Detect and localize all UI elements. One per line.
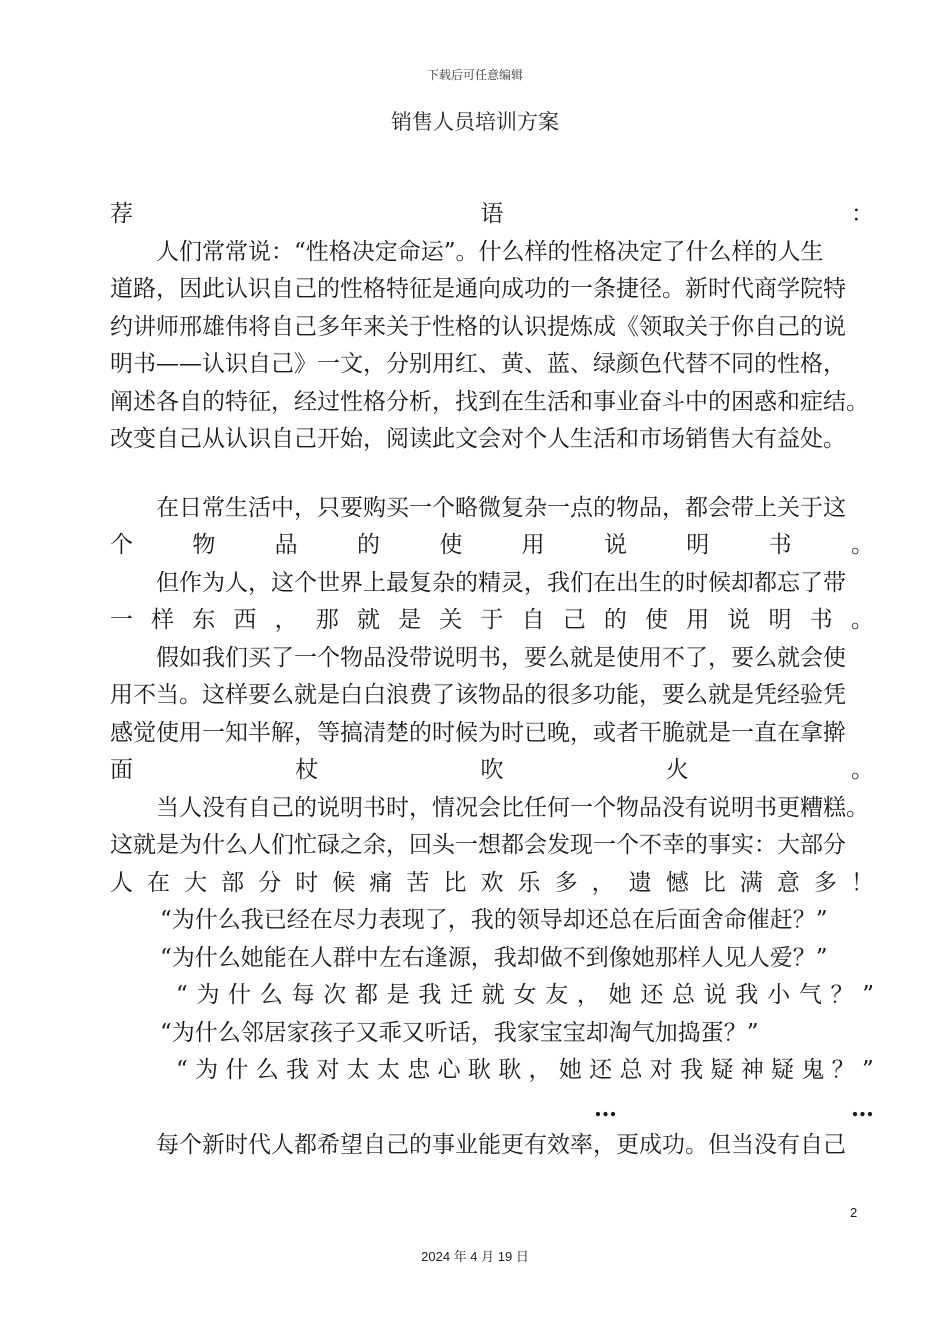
justified-char: 她 bbox=[608, 982, 632, 1008]
justified-char: 。 bbox=[850, 607, 874, 633]
justified-char: 比 bbox=[702, 869, 726, 896]
justified-char: 什 bbox=[225, 1057, 249, 1083]
justified-char: 都 bbox=[354, 982, 378, 1008]
justified-char: 分 bbox=[258, 869, 282, 896]
justified-char: 意 bbox=[776, 869, 800, 896]
paragraph-line: 道路，因此认识自己的性格特征是通向成功的一条捷径。新时代商学院特 bbox=[110, 276, 846, 302]
justified-char: 于 bbox=[480, 607, 504, 633]
paragraph-line: 每个新时代人都希望自己的事业能更有效率，更成功。但当没有自己 bbox=[156, 1132, 846, 1158]
justified-char: 自 bbox=[521, 607, 545, 633]
justified-char: 我 bbox=[735, 982, 759, 1008]
justified-char: 语 bbox=[480, 201, 504, 227]
justified-char: 候 bbox=[332, 869, 356, 896]
justified-char: 还 bbox=[640, 982, 664, 1008]
justified-char: 太 bbox=[376, 1057, 400, 1083]
justified-char: 我 bbox=[286, 1057, 310, 1083]
justified-char: 在 bbox=[147, 869, 171, 896]
justified-char: 样 bbox=[151, 607, 175, 633]
justified-char: 多 bbox=[813, 869, 837, 896]
justified-char: 憾 bbox=[665, 869, 689, 896]
justified-char: ： bbox=[851, 201, 874, 227]
paragraph-justified-line bbox=[110, 752, 874, 790]
ellipsis-line bbox=[110, 1090, 874, 1128]
justified-char: … bbox=[594, 1094, 617, 1122]
justified-char: “ bbox=[176, 1057, 188, 1083]
paragraph-line: 这就是为什么人们忙碌之余，回头一想都会发现一个不幸的事实：大部分 bbox=[110, 832, 846, 858]
justified-char: ” bbox=[861, 1057, 874, 1083]
quote-line: “为什么我已经在尽力表现了，我的领导却还总在后面舍命催赶？” bbox=[160, 907, 828, 933]
paragraph-justified-line bbox=[110, 602, 874, 640]
justified-char: 人 bbox=[110, 869, 133, 896]
justified-char: 使 bbox=[439, 532, 463, 558]
quote-justified-line bbox=[110, 1052, 874, 1090]
paragraph-line: 改变自己从认识自己开始，阅读此文会对个人生活和市场销售大有益处。 bbox=[110, 426, 846, 452]
paragraph-justified-line bbox=[110, 865, 874, 903]
justified-char: 说 bbox=[703, 982, 727, 1008]
paragraph-line: 但作为人，这个世界上最复杂的精灵，我们在出生的时候却都忘了带 bbox=[156, 569, 846, 596]
justified-char: 西 bbox=[233, 607, 257, 633]
paragraph-line: 在日常生活中，只要购买一个略微复杂一点的物品，都会带上关于这 bbox=[156, 494, 846, 521]
justified-char: 我 bbox=[418, 982, 442, 1008]
justified-char: 忠 bbox=[407, 1057, 431, 1083]
justified-char: 耿 bbox=[498, 1057, 522, 1083]
justified-char: 么 bbox=[255, 1057, 279, 1083]
justified-char: 乐 bbox=[517, 869, 541, 896]
justified-char: ” bbox=[862, 982, 874, 1008]
justified-char: 关 bbox=[439, 607, 463, 633]
paragraph-line: 约讲师邢雄伟将自己多年来关于性格的认识提炼成《领取关于你自己的说 bbox=[110, 313, 846, 340]
justified-char: ， bbox=[528, 1057, 552, 1083]
justified-char: 书 bbox=[768, 532, 792, 558]
justified-char: 明 bbox=[686, 532, 710, 558]
justified-char: 。 bbox=[851, 757, 874, 783]
quote-justified-line bbox=[110, 977, 874, 1015]
justified-char: 多 bbox=[554, 869, 578, 896]
justified-char: 用 bbox=[521, 532, 545, 558]
recommend-heading bbox=[110, 196, 874, 234]
justified-char: 为 bbox=[196, 982, 220, 1008]
paragraph-line: 阐述各自的特征，经过性格分析，找到在生活和事业奋斗中的困惑和症结。 bbox=[110, 388, 869, 415]
justified-char: 大 bbox=[184, 869, 208, 896]
justified-char: 是 bbox=[398, 607, 422, 633]
justified-char: 小 bbox=[767, 982, 791, 1008]
quote-line: “为什么她能在人群中左右逢源，我却做不到像她那样人见人爱？” bbox=[160, 944, 828, 971]
justified-char: 每 bbox=[291, 982, 315, 1008]
footer-date: 2024 年 4 月 19 日 bbox=[421, 1249, 529, 1264]
justified-char: 是 bbox=[386, 982, 410, 1008]
justified-char: 遗 bbox=[628, 869, 652, 896]
justified-char: ， bbox=[274, 607, 298, 633]
justified-char: 心 bbox=[437, 1057, 461, 1083]
justified-char: 物 bbox=[192, 532, 216, 558]
justified-char: ， bbox=[591, 869, 615, 896]
justified-char: 时 bbox=[295, 869, 319, 896]
justified-char: 说 bbox=[603, 532, 627, 558]
document-title: 销售人员培训方案 bbox=[391, 110, 559, 134]
page-header-note: 下载后可任意编辑 bbox=[426, 68, 523, 82]
justified-char: ， bbox=[576, 982, 600, 1008]
justified-char: 太 bbox=[346, 1057, 370, 1083]
justified-char: 杖 bbox=[295, 757, 319, 783]
justified-char: 吹 bbox=[480, 757, 504, 783]
justified-char: 女 bbox=[513, 982, 537, 1008]
justified-char: 明 bbox=[768, 607, 792, 633]
justified-char: 对 bbox=[649, 1057, 673, 1083]
justified-char: 的 bbox=[603, 607, 627, 633]
justified-char: 总 bbox=[672, 982, 696, 1008]
justified-char: 什 bbox=[228, 982, 252, 1008]
justified-char: 神 bbox=[740, 1057, 764, 1083]
justified-char: ？ bbox=[831, 1057, 855, 1083]
justified-char: 痛 bbox=[369, 869, 393, 896]
justified-char: 疑 bbox=[710, 1057, 734, 1083]
paragraph-justified-line bbox=[110, 527, 874, 565]
document-body bbox=[110, 196, 874, 1165]
justified-char: 对 bbox=[316, 1057, 340, 1083]
paragraph-line: 用不当。这样要么就是白白浪费了该物品的很多功能，要么就是凭经验凭 bbox=[110, 682, 846, 708]
justified-char: 东 bbox=[192, 607, 216, 633]
justified-char: 欢 bbox=[480, 869, 504, 896]
justified-char: … bbox=[851, 1094, 874, 1122]
justified-char: 她 bbox=[558, 1057, 582, 1083]
justified-char: 比 bbox=[443, 869, 467, 896]
justified-char: 满 bbox=[739, 869, 763, 896]
paragraph-line: 当人没有自己的说明书时，情况会比任何一个物品没有说明书更糟糕。 bbox=[156, 794, 869, 821]
justified-char: 个 bbox=[110, 532, 133, 558]
justified-char: 。 bbox=[850, 532, 874, 558]
justified-char: 总 bbox=[619, 1057, 643, 1083]
justified-char: 用 bbox=[686, 607, 710, 633]
justified-char: ！ bbox=[850, 869, 874, 896]
justified-char: 说 bbox=[727, 607, 751, 633]
justified-char: 面 bbox=[110, 757, 133, 783]
justified-char: 鬼 bbox=[801, 1057, 825, 1083]
justified-char: 次 bbox=[323, 982, 347, 1008]
justified-char: 的 bbox=[356, 532, 380, 558]
justified-char: 疑 bbox=[771, 1057, 795, 1083]
justified-char: 苦 bbox=[406, 869, 430, 896]
quote-line: “为什么邻居家孩子又乖又听话，我家宝宝却淘气加捣蛋？” bbox=[160, 1019, 759, 1046]
justified-char: 那 bbox=[315, 607, 339, 633]
justified-char: 还 bbox=[589, 1057, 613, 1083]
page-number: 2 bbox=[850, 1205, 858, 1220]
paragraph-line: 明书——认识自己》一文，分别用红、黄、蓝、绿颜色代替不同的性格， bbox=[110, 351, 846, 377]
justified-char: 么 bbox=[259, 982, 283, 1008]
justified-char: 品 bbox=[274, 532, 298, 558]
justified-char: ？ bbox=[830, 982, 854, 1008]
justified-char: 部 bbox=[221, 869, 245, 896]
justified-char: 己 bbox=[562, 607, 586, 633]
justified-char: 就 bbox=[356, 607, 380, 633]
paragraph-line: 人们常常说：“性格决定命运”。什么样的性格决定了什么样的人生 bbox=[156, 238, 824, 265]
paragraph-line: 感觉使用一知半解，等搞清楚的时候为时已晚，或者干脆就是一直在拿擀 bbox=[110, 719, 846, 746]
justified-char: 为 bbox=[195, 1057, 219, 1083]
justified-char: 我 bbox=[680, 1057, 704, 1083]
justified-char: 书 bbox=[809, 607, 833, 633]
justified-char: “ bbox=[176, 982, 188, 1008]
justified-char: 使 bbox=[645, 607, 669, 633]
justified-char: 友 bbox=[545, 982, 569, 1008]
justified-char: 迁 bbox=[450, 982, 474, 1008]
justified-char: 荐 bbox=[110, 201, 133, 227]
justified-char: 气 bbox=[798, 982, 822, 1008]
justified-char: 就 bbox=[481, 982, 505, 1008]
paragraph-line: 假如我们买了一个物品没带说明书，要么就是使用不了，要么就会使 bbox=[156, 644, 846, 671]
justified-char: 火 bbox=[665, 757, 689, 783]
justified-char: 一 bbox=[110, 607, 133, 633]
justified-char: 耿 bbox=[467, 1057, 491, 1083]
